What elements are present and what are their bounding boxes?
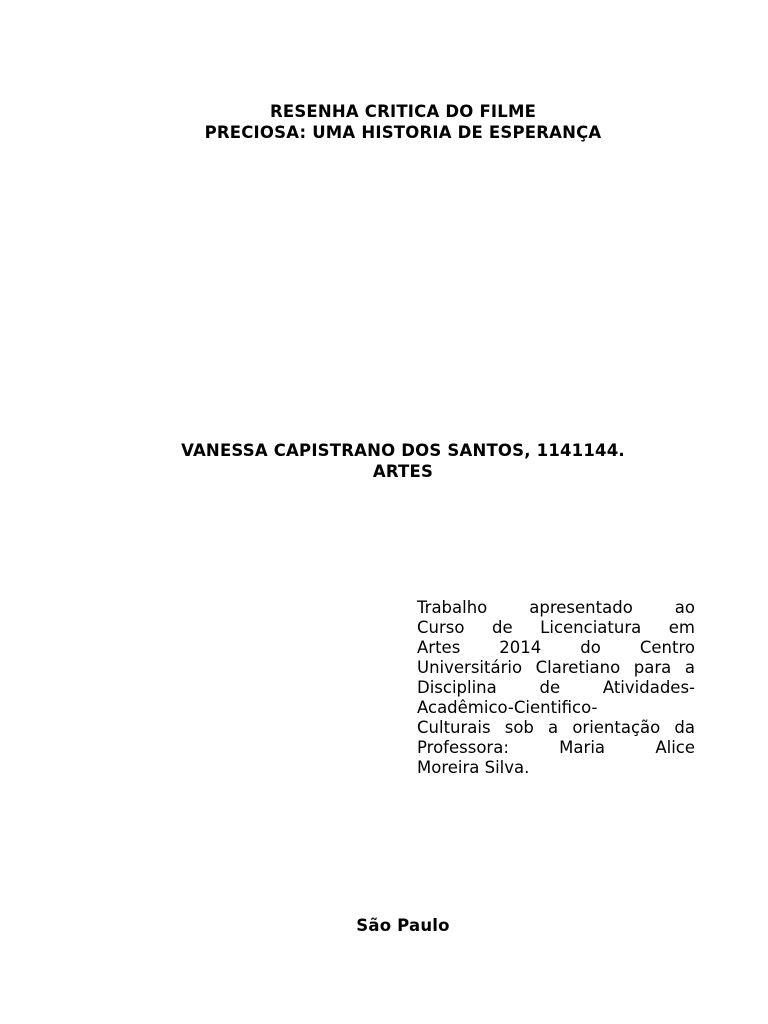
title-line-1: RESENHA CRITICA DO FILME [269, 102, 537, 121]
description-line: Trabalho apresentado ao [417, 598, 695, 617]
description-line: Universitário Claretiano para a [417, 658, 695, 677]
work-description [417, 598, 695, 778]
title-line-2: PRECIOSA: UMA HISTORIA DE ESPERANÇA [204, 123, 602, 142]
author-name: VANESSA CAPISTRANO DOS SANTOS, 1141144. [181, 441, 625, 460]
document-title [0, 101, 768, 143]
description-line: Professora: Maria Alice [417, 738, 695, 757]
description-line: Artes 2014 do Centro [417, 638, 695, 657]
description-line: Culturais sob a orientação da [417, 718, 695, 737]
description-line: Curso de Licenciatura em [417, 618, 695, 637]
author-info [0, 440, 768, 482]
description-line: Acadêmico-Cientifico- [417, 698, 598, 717]
description-line: Moreira Silva. [417, 758, 530, 777]
course-name: ARTES [372, 462, 434, 481]
location-label: São Paulo [356, 916, 450, 935]
description-line: Disciplina de Atividades- [417, 678, 695, 697]
